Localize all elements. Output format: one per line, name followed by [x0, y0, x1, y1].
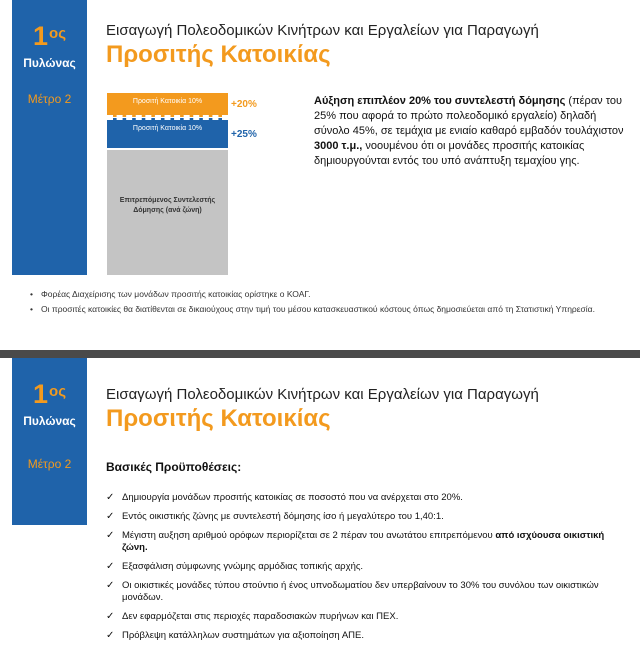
prerequisites-list	[106, 492, 626, 649]
check-icon: ✓	[106, 530, 115, 541]
description-text-1: (πέραν του 25% που αφορά το πρώτο πολεοδομικό εργαλείο) δηλαδή σύνολο 45%, σε τεμάχια με ενιαίο καθαρό εμβαδόν τουλάχιστον	[314, 95, 624, 137]
list-item: ✓ Δημιουργία μονάδων προσιτής κατοικίας σε ποσοστό που να ανέρχεται στο 20%.	[106, 492, 463, 503]
bar-label-top: Προσιτή Κατοικία 10%	[132, 98, 203, 105]
slide-2	[0, 358, 640, 654]
list-item: • Οι προσιτές κατοικίες θα διατίθενται σε δικαιούχους στην τιμή του μέσου κατασκευαστικού κόστους όπως δημοσιεύεται από τη Στατιστική Υπηρεσία.	[30, 304, 595, 314]
list-item: ✓ Πρόβλεψη κατάλληλων συστημάτων για αξιοποίηση ΑΠΕ.	[106, 630, 365, 641]
slide-title: Εισαγωγή Πολεοδομικών Κινήτρων και Εργαλείων για Παραγωγή	[106, 22, 539, 39]
pillar-label: Πυλώνας	[23, 56, 76, 70]
check-icon: ✓	[106, 511, 115, 522]
bullet-icon: •	[30, 289, 33, 299]
description-lead: Αύξηση επιπλέον 20% του συντελεστή δόμησης	[314, 95, 566, 107]
measure-label: Μέτρο 2	[27, 457, 72, 471]
list-item: ✓ Εντός οικιστικής ζώνης με συντελεστή δόμησης ίσο ή μεγαλύτερο του 1,40:1.	[106, 511, 444, 522]
pct-increase-blue: +25%	[231, 129, 257, 140]
description-text-2: νοουμένου ότι οι μονάδες προσιτής κατοικίας δημιουργούνται εντός του υπό ανάπτυξη τεμαχίου γης.	[314, 140, 585, 167]
list-item: ✓ Εξασφάλιση σύμφωνης γνώμης αρμόδιας τοπικής αρχής.	[106, 561, 364, 572]
list-item: ✓ Δεν εφαρμόζεται στις περιοχές παραδοσιακών πυρήνων και ΠΕΧ.	[106, 611, 399, 622]
slide-title: Εισαγωγή Πολεοδομικών Κινήτρων και Εργαλείων για Παραγωγή	[106, 386, 539, 403]
pillar-sidebar	[12, 0, 87, 275]
check-icon: ✓	[106, 492, 115, 503]
pillar-number: $1^{o\varsigma}$	[33, 21, 66, 51]
bullet-icon: •	[30, 304, 33, 314]
prerequisites-heading: Βασικές Προϋποθέσεις:	[106, 460, 242, 474]
slide-subtitle: Προσιτής Κατοικίας	[106, 41, 331, 68]
affordable-housing-bar-mid	[107, 118, 228, 148]
pillar-label: Πυλώνας	[23, 414, 76, 428]
slide-subtitle: Προσιτής Κατοικίας	[106, 405, 331, 432]
pct-increase-orange: +20%	[231, 99, 257, 110]
notes-list	[30, 289, 620, 319]
measure-label: Μέτρο 2	[27, 92, 72, 106]
description-area: 3000 τ.μ.,	[314, 140, 363, 152]
measure-description	[314, 94, 630, 169]
list-item: ✓ Μέγιστη αυξηση αριθμού ορόφων περιορίζεται σε 2 πέραν του ανωτάτου επιτρεπόμενου από ισχύουσα οικιστική ζώνη.	[106, 530, 605, 553]
check-icon: ✓	[106, 630, 115, 641]
list-item: • Φορέας Διαχείρισης των μονάδων προσιτής κατοικίας ορίστηκε ο ΚΟΑΓ.	[30, 289, 311, 299]
pillar-number: $1^{o\varsigma}$	[33, 379, 66, 409]
check-icon: ✓	[106, 611, 115, 622]
list-item: ✓ Οι οικιστικές μονάδες τύπου στούντιο ή ένος υπνοδωματίου δεν υπερβαίνουν το 30% του συνόλου των οικιστικών μονάδων.	[106, 580, 599, 603]
slide-divider	[0, 350, 640, 358]
check-icon: ✓	[106, 561, 115, 572]
base-coefficient-label: Επιτρεπόμενος Συντελεστής Δόμησης (ανά ζώνη)	[119, 197, 216, 214]
affordable-housing-bar-top	[107, 93, 228, 117]
base-coefficient-bar	[107, 150, 228, 275]
pillar-sidebar	[12, 358, 87, 525]
bar-label-mid: Προσιτή Κατοικία 10%	[132, 125, 203, 132]
check-icon: ✓	[106, 580, 115, 591]
